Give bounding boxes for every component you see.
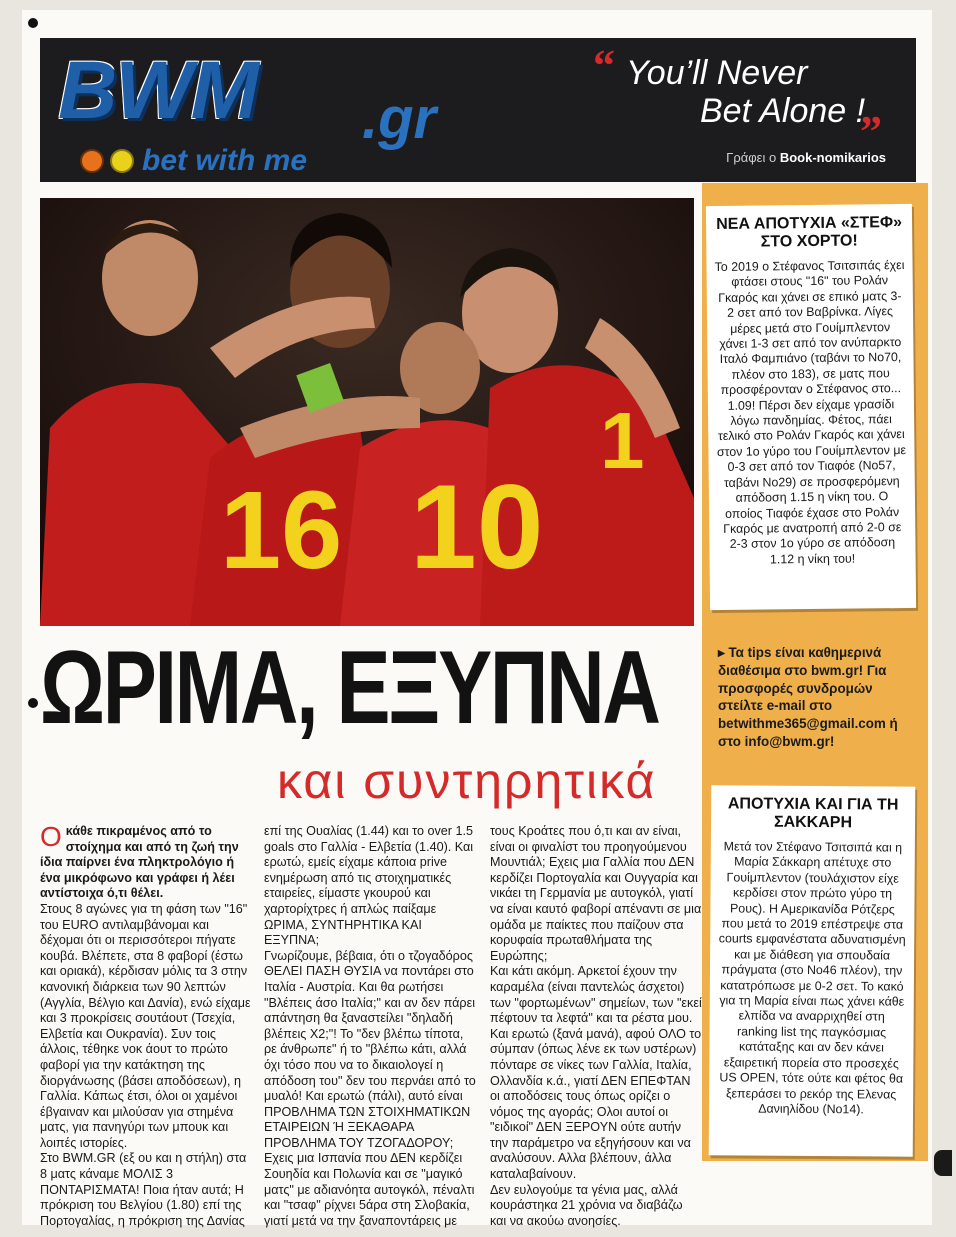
binder-hole-icon <box>28 698 38 708</box>
header-band <box>40 38 916 182</box>
page-tab-marker <box>934 1150 952 1176</box>
photo-illustration <box>40 198 694 626</box>
headline-title: ΩΡΙΜΑ, ΕΞΥΠΝΑ <box>40 630 659 746</box>
logo-tagline: bet with me <box>142 144 308 177</box>
bwm-logo: BWM <box>58 45 257 136</box>
jersey-number-1: 1 <box>600 396 645 485</box>
byline <box>726 150 886 165</box>
arrow-right-icon: ▸ <box>718 645 729 660</box>
sidebar-box-tsitsipas <box>706 204 916 610</box>
binder-hole-icon <box>28 18 38 28</box>
logo-domain: .gr <box>362 86 437 151</box>
jersey-number-10: 10 <box>410 460 544 594</box>
basketball-icon <box>80 149 104 173</box>
article-column-3 <box>490 824 702 1229</box>
box2-title: ΑΠΟΤΥΧΙΑ ΚΑΙ ΓΙΑ ΤΗ ΣΑΚΚΑΡΗ <box>727 795 899 832</box>
article-column-1 <box>40 821 252 1229</box>
tennis-ball-icon <box>110 149 134 173</box>
tips-text: Τα tips είναι καθημερινά διαθέσιμα στο bwm.gr! Για προσφορές συνδρομών στείλτε e-mail στο betwithme365@gmail.com ή στο info@bwm.gr! <box>718 645 898 749</box>
article-col2-text: επί της Ουαλίας (1.44) και το over 1.5 goals στο Γαλλία - Ελβετία (1.40). Και ερωτώ, εμείς είχαμε κάποια prive ενημέρωση από τις στοιχηματικές εταιρείες, είμαστε γκουρού και χαρτορίχτρες ή απλώς παίξαμε ΩΡΙΜΑ, ΣΥΝΤΗΡΗΤΙΚΑ ΚΑΙ ΕΞΥΠΝΑ; Γνωρίζουμε, βέβαια, ότι ο τζογαδόρος ΘΕΛΕΙ ΠΑΣΗ ΘΥΣΙΑ να ποντάρει στο Ιταλία - Αυστρία. Και θα ρωτήσει "Βλέπεις άσο Ιταλία;" και αν δεν πάρει απάντηση θα ξαναστείλει "δηλαδή βλέπεις Χ2;"! Το "δεν βλέπω τίποτα, ρε άνθρωπε" ή το "βλέπω κάτι, αλλά όχι τόσο που να το δικαιολογεί η απόδοση του" δεν του περνάει από το μυαλό! Και ερωτώ (πάλι), αυτό είναι ΠΡΟΒΛΗΜΑ ΤΩΝ ΣΤΟΙΧΗΜΑΤΙΚΩΝ ΕΤΑΙΡΕΙΩΝ Ή ΞΕΚΑΘΑΡΑ ΠΡΟΒΛΗΜΑ ΤΟΥ ΤΖΟΓΑΔΟΡΟΥ; Εχεις μια Ισπανία που ΔΕΝ κερδίζει Σουηδία και Πολωνία και σε "μαγικό ματς" με αδιανόητα αυτογκόλ, πέναλτι και "τσαφ" ρίχνει 5άρα στη Σλοβακία, γιατί μετά να την ξαναποντάρεις με <box>264 824 476 1228</box>
tips-promo <box>718 644 912 751</box>
article-col3-text: τους Κροάτες που ό,τι και αν είναι, είναι οι φιναλίστ του προηγούμενου Μουντιάλ; Εχεις μια Γαλλία που ΔΕΝ κερδίζει Πορτογαλία και Ουγγαρία και νικάει τη Γερμανία με αυτογκόλ, γιατί να είναι καυτό φαβορί απέναντι σε μια ομάδα με παίκτες που παίζουν στα κορυφαία πρωταθλήματα της Ευρώπης; Και κάτι ακόμη. Αρκετοί έχουν την καραμέλα (είναι παντελώς άσχετοι) των "φορτωμένων" σημείων, των "εκεί πέφτουν τα λεφτά" και τα ρέστα μου. Και ερωτώ (ξανά μανά), αφού ΟΛΟ το σύμπαν (όπως λένε εκ των υστέρων) πόνταρε σε νίκες των Γαλλία, Ιταλία, Ολλανδία κ.ά., γιατί ΔΕΝ ΕΠΕΦΤΑΝ οι αποδόσεις τους όπως ορίζει ο νόμος της αγοράς; Ολοι αυτοί οι "ειδικοί" ΔΕΝ ΞΕΡΟΥΝ ούτε αυτήν την παράμετρο να εξηγήσουν και να αναλύσουν. Αλλα βλέπουν, άλλα καταλαβαίνουν. Δεν ευλογούμε τα γένια μας, αλλά κουράστηκα 21 χρόνια να διαβάζω και να ακούω ανοησίες. <box>490 824 702 1228</box>
article-col1-text: Στους 8 αγώνες για τη φάση των "16" του EURO αντιλαμβάνομαι και δέχομαι ότι οι περισσότεροι πήγατε κουβά. Βλέπετε, στα 8 φαβορί (έστω και οριακά), κέρδισαν μόλις τα 3 στην κανονική διάρκεια των 90 λεπτών (Αγγλία, Βέλγιο και Δανία), ενώ είχαμε και 3 προκρίσεις σουτάουτ (Τσεχία, Ελβετία και Ουκρανία). Συν τοις άλλοις, τέθηκε νοκ άουτ το πρώτο φαβορί για την κατάκτηση της διοργάνωσης (βάσει αποδόσεων), η Γαλλία. Κάπως έτσι, όλοι οι χαμένοι έβγαιναν και μιλούσαν για στημένα ματς, για πανηγύρι των μπουκ και λοιπές ιστορίες. Στο BWM.GR (εξ ου και η στήλη) στα 8 ματς κάναμε ΜΟΛΙΣ 3 ΠΟΝΤΑΡΙΣΜΑΤΑ! Ποια ήταν αυτά; Η πρόκριση του Βελγίου (1.80) επί της Πορτογαλίας, η πρόκριση της Δανίας <box>40 901 251 1228</box>
byline-prefix: Γράφει ο <box>726 150 780 165</box>
box1-text: Το 2019 ο Στέφανος Τσιτσιπάς έχει φτάσει στους "16" του Ρολάν Γκαρός και χάνει σε επικό ματς 3-2 σετ από τον Βαβρίνκα. Λίγες μέρες μετά στο Γουίμπλεντον χάνει 1-3 σετ από τον ανύπαρκτο Ιταλό Φαμπιάνο (ταβάνι το Νο70, πλέον στο 183), σε ματς που προσφέρονταν ο Στέφανος στο... 1.09! Πέρσι δεν είχαμε γρασίδι λόγω πανδημίας. Φέτος, πάει τελικό στο Ρολάν Γκαρός και χάνει στον 1ο γύρο του Γουίμπλεντον με 0-3 σετ από τον Τιαφόε (Νο57, ταβάνι Νο29) σε προσφερόμενη απόδοση 1.15 η νίκη του. Ο οποίος Τιαφόε έχασε στο Ρολάν Γκαρός με ανατροπή από 2-0 σε 2-3 στον 1ο γύρο σε απόδοση 1.12 η νίκη του! <box>714 258 907 567</box>
team-celebration-photo <box>40 198 694 626</box>
article-lead: κάθε πικραμένος από το στοίχημα και από τη ζωή την ίδια παίρνει ένα πληκτρολόγιο ή ένα μικρόφωνο και γράφει ή λέει αντίστοιχα ό,τι θέλει. <box>40 824 239 901</box>
box2-text: Μετά τον Στέφανο Τσιτσιπά και η Μαρία Σάκκαρη απέτυχε στο Γουίμπλεντον (τουλάχιστον είχε κερδίσει στον πρώτο γύρο τη Ρους). Η Αμερικανίδα Ρότζερς που μετά το 2019 επέστρεψε στα courts εμφανέστατα αδυνατισμένη και με διάθεση για σπουδαία πράγματα (στο Νο46 πλέον), την κατατρόπωσε με 0-2 σετ. Το κακό για τη Μαρία είναι πως χάνει κάθε ελπίδα να αναρριχηθεί στη ranking list της παγκόσμιας κατάταξης και αν δεν κάνει εξαιρετική πορεία στο προσεχές US OPEN, τότε ούτε και φέτος θα ξεπεράσει το ρεκόρ της Ελενας Δανιηλίδου (Νο14). <box>718 839 906 1117</box>
slogan-line-2: Bet Alone ! <box>700 92 866 130</box>
article-column-2 <box>264 824 476 1229</box>
slogan-line-1: You’ll Never <box>626 54 808 92</box>
headline-subtitle: και συντηρητικά <box>277 753 657 809</box>
jersey-number-16: 16 <box>220 469 343 592</box>
sidebar-box-sakkari <box>709 785 916 1156</box>
quote-open-icon: “ <box>593 41 615 90</box>
box1-title: ΝΕΑ ΑΠΟΤΥΧΙΑ «ΣΤΕΦ» ΣΤΟ ΧΟΡΤΟ! <box>716 214 903 251</box>
byline-name: Book-nomikarios <box>779 150 886 165</box>
quote-close-icon: ” <box>860 107 882 156</box>
drop-cap: O <box>40 821 62 852</box>
